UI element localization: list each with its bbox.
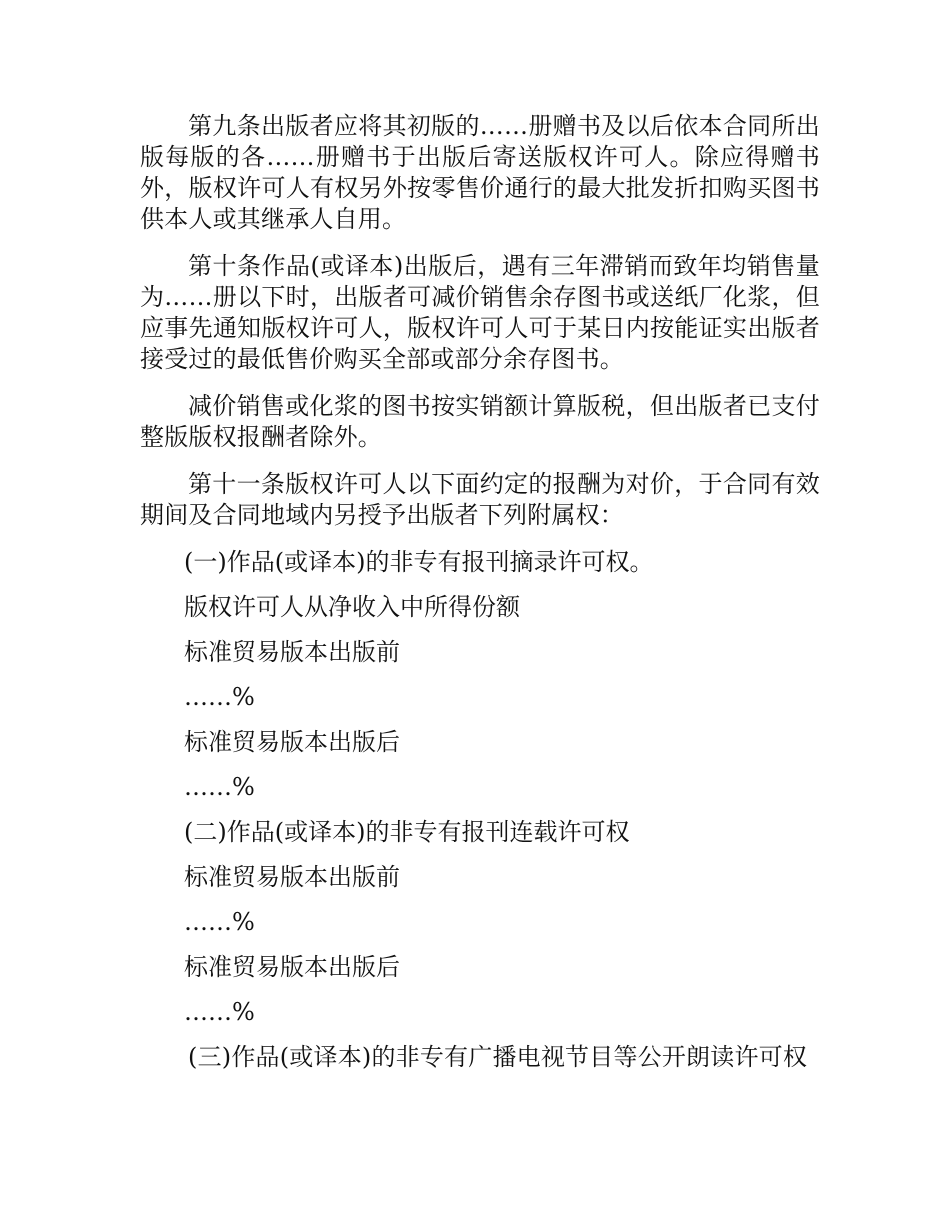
- clause-2-heading: (二)作品(或译本)的非专有报刊连载许可权: [184, 818, 630, 846]
- clause-3-heading: (三)作品(或译本)的非专有广播电视节目等公开朗读许可权: [188, 1043, 808, 1071]
- clause-1-before-percent: ……%: [184, 683, 255, 711]
- clause-2-after-percent: ……%: [184, 998, 255, 1026]
- clause-1-after-label: 标准贸易版本出版后: [184, 728, 400, 756]
- paragraph-article-11: 第十一条版权许可人以下面约定的报酬为对价，于合同有效期间及合同地域内另授予出版者下列附属权：: [140, 470, 820, 529]
- clause-1-heading: (一)作品(或译本)的非专有报刊摘录许可权。: [184, 548, 654, 576]
- paragraph-article-9: 第九条出版者应将其初版的……册赠书及以后依本合同所出版每版的各……册赠书于出版后寄送版权许可人。除应得赠书外，版权许可人有权另外按零售价通行的最大批发折扣购买图书供本人或其继承人自用。: [140, 112, 820, 233]
- paragraph-discount-royalty: 减价销售或化浆的图书按实销额计算版税，但出版者已支付整版版权报酬者除外。: [140, 392, 820, 451]
- paragraph-article-10: 第十条作品(或译本)出版后，遇有三年滞销而致年均销售量为……册以下时，出版者可减价销售余存图书或送纸厂化浆，但应事先通知版权许可人，版权许可人可于某日内按能证实出版者接受过的最低售价购买全部或部分余存图书。: [140, 252, 820, 373]
- clause-1-before-label: 标准贸易版本出版前: [184, 638, 400, 666]
- document-page: [140, 111, 820, 1089]
- share-heading: 版权许可人从净收入中所得份额: [184, 593, 520, 621]
- clause-2-before-label: 标准贸易版本出版前: [184, 863, 400, 891]
- clause-2-after-label: 标准贸易版本出版后: [184, 953, 400, 981]
- clause-1-after-percent: ……%: [184, 773, 255, 801]
- clause-2-before-percent: ……%: [184, 908, 255, 936]
